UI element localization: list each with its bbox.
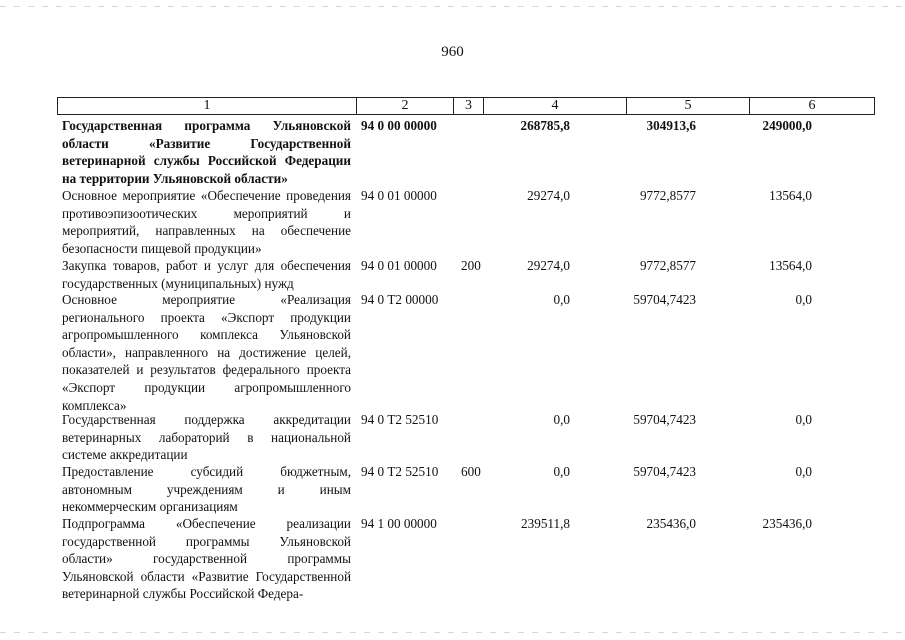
row-value-col6: 0,0 (795, 292, 812, 307)
row-csr-code: 94 0 Т2 00000 (361, 292, 439, 307)
row-value-col5: 304913,6 (646, 118, 696, 133)
column-header-4: 4 (484, 98, 627, 115)
row-csr-code: 94 0 01 00000 (361, 258, 437, 273)
row-vr-code: 200 (461, 258, 481, 273)
row-value-col5: 59704,7423 (633, 412, 696, 427)
row-value-col5: 59704,7423 (633, 464, 696, 479)
row-value-col4: 0,0 (553, 292, 570, 307)
row-name: Подпрограмма «Обеспечение реализации государственной программы Ульяновской области» государственной программы Ульяновской области «Развитие Государственной ветеринарной службы Российской Федера- (62, 516, 351, 602)
row-value-col6: 13564,0 (769, 188, 812, 203)
row-value-col5: 9772,8577 (639, 258, 696, 273)
row-csr-code: 94 0 Т2 52510 (361, 464, 439, 479)
row-value-col5: 235436,0 (646, 516, 696, 531)
row-csr-code: 94 0 00 00000 (361, 118, 437, 133)
row-value-col4: 0,0 (553, 464, 570, 479)
row-value-col4: 29274,0 (527, 188, 570, 203)
row-name: Закупка товаров, работ и услуг для обеспечения государственных (муниципальных) нужд (62, 258, 351, 291)
row-value-col4: 239511,8 (521, 516, 570, 531)
row-vr-code: 600 (461, 464, 481, 479)
row-value-col6: 249000,0 (762, 118, 812, 133)
row-value-col6: 235436,0 (762, 516, 812, 531)
row-csr-code: 94 0 01 00000 (361, 188, 437, 203)
row-value-col6: 0,0 (795, 464, 812, 479)
row-value-col6: 13564,0 (769, 258, 812, 273)
scan-artifact-top (0, 6, 905, 7)
row-value-col5: 9772,8577 (639, 188, 696, 203)
row-value-col4: 0,0 (553, 412, 570, 427)
scan-artifact-bottom (0, 632, 905, 633)
column-header-table (57, 97, 875, 115)
column-header-5: 5 (627, 98, 750, 115)
page-number: 960 (441, 44, 464, 60)
column-header-2: 2 (357, 98, 454, 115)
row-value-col6: 0,0 (795, 412, 812, 427)
row-name: Основное мероприятие «Обеспечение проведения противоэпизоотических мероприятий и мероприятий, направленных на обеспечение безопасности пищевой продукции» (62, 188, 351, 256)
row-csr-code: 94 1 00 00000 (361, 516, 437, 531)
row-csr-code: 94 0 Т2 52510 (361, 412, 439, 427)
row-value-col4: 29274,0 (527, 258, 570, 273)
column-header-3: 3 (454, 98, 484, 115)
row-name: Государственная поддержка аккредитации ветеринарных лабораторий в национальной системе аккредитации (62, 412, 351, 463)
row-name: Государственная программа Ульяновской области «Развитие Государственной ветеринарной службы Российской Федерации на территории Ульяновской области» (62, 118, 351, 186)
row-value-col4: 268785,8 (520, 118, 570, 133)
column-header-1: 1 (58, 98, 357, 115)
row-value-col5: 59704,7423 (633, 292, 696, 307)
column-header-6: 6 (750, 98, 875, 115)
row-name: Предоставление субсидий бюджетным, автономным учреждениям и иным некоммерческим организациям (62, 464, 351, 515)
row-name: Основное мероприятие «Реализация регионального проекта «Экспорт продукции агропромышленного комплекса Ульяновской области», направленного на достижение целей, показателей и результатов федерального проекта «Экспорт продукции агропромышленного комплекса» (62, 292, 351, 413)
